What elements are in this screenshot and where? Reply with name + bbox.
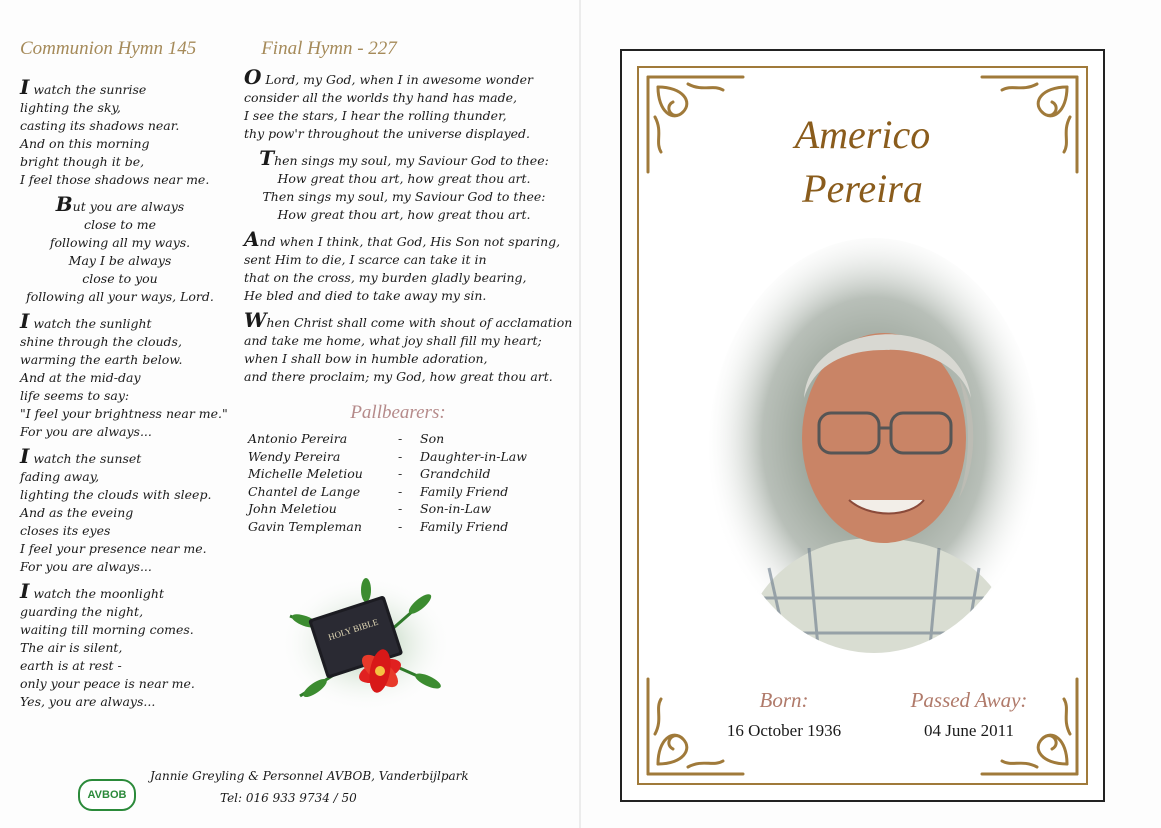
pallbearers-list — [248, 430, 548, 535]
final-hymn-verses — [244, 65, 573, 386]
verse-line: I watch the moonlight — [20, 579, 165, 603]
stanza — [20, 309, 228, 441]
verse-line: bright though it be, — [20, 154, 145, 169]
pallbearer-role: Son-in-Law — [420, 501, 492, 516]
verse-line: The air is silent, — [20, 640, 123, 655]
verse-line: O Lord, my God, when I in awesome wonder — [244, 65, 533, 89]
verse-line: May I be always — [68, 253, 172, 268]
verse-line: thy pow'r throughout the universe displayed. — [244, 126, 531, 141]
verse-line: I watch the sunset — [20, 444, 142, 468]
verse-line: How great thou art, how great thou art. — [277, 207, 531, 222]
verse-line: guarding the night, — [20, 604, 144, 619]
verse-line: consider all the worlds thy hand has made, — [244, 90, 517, 105]
verse-line: and there proclaim; my God, how great thou art. — [244, 369, 553, 384]
verse-line: For you are always... — [20, 559, 152, 574]
pallbearer-name: Chantel de Lange — [248, 483, 361, 499]
pallbearer-name: Wendy Pereira — [248, 448, 341, 464]
communion-hymn-verses — [20, 75, 228, 711]
verse-line: Yes, you are always... — [20, 694, 156, 709]
pallbearer-name: John Meletiou — [248, 501, 337, 516]
verse-line: And as the eveing — [20, 505, 134, 520]
stanza — [20, 75, 220, 189]
verse-line: lighting the clouds with sleep. — [20, 487, 212, 502]
verse-line: I watch the sunrise — [20, 75, 147, 99]
center-fold — [579, 0, 581, 828]
verse-line: life seems to say: — [20, 388, 130, 403]
verse-line: shine through the clouds, — [20, 334, 182, 349]
verse-line: I watch the sunlight — [20, 309, 152, 333]
bible-cover-text: HOLY BIBLE — [326, 616, 380, 643]
verse-line: I feel those shadows near me. — [20, 172, 210, 187]
pallbearer-dash: - — [398, 501, 403, 516]
verse-line: Then sings my soul, my Saviour God to thee: — [262, 189, 546, 204]
verse-line: For you are always... — [20, 424, 152, 439]
verse-line: closes its eyes — [20, 523, 111, 538]
funeral-home-phone: Tel: 016 933 9734 / 50 — [220, 791, 357, 805]
verse-line: I feel your presence near me. — [20, 541, 207, 556]
verse-line: Then sings my soul, my Saviour God to thee: — [259, 146, 549, 170]
stanza — [244, 65, 564, 143]
stanza — [20, 579, 220, 711]
cover-gold-border — [637, 66, 1088, 785]
pallbearer-role: Family Friend — [420, 483, 509, 499]
verse-line: And when I think, that God, His Son not sparing, — [244, 227, 561, 251]
pallbearer-role: Family Friend — [420, 518, 509, 534]
pallbearer-row — [248, 430, 548, 448]
verse-line: only your peace is near me. — [20, 676, 195, 691]
stanza — [20, 192, 220, 306]
verse-line: fading away, — [20, 469, 100, 484]
verse-line: casting its shadows near. — [20, 118, 180, 133]
pallbearers-section — [248, 402, 548, 535]
pallbearer-role: Grandchild — [420, 466, 491, 481]
stanza — [244, 146, 564, 224]
pallbearer-row — [248, 465, 548, 483]
pallbearer-name: Michelle Meletiou — [248, 466, 363, 481]
verse-line: close to you — [82, 271, 158, 286]
born-block — [709, 688, 859, 741]
verse-line: He bled and died to take away my sin. — [244, 288, 487, 303]
deceased-name — [639, 108, 1086, 216]
verse-line: earth is at rest - — [20, 658, 122, 673]
portrait-photo — [709, 238, 1039, 658]
verse-line: sent Him to die, I scarce can take it in — [244, 252, 487, 267]
pallbearer-dash: - — [398, 518, 403, 534]
pallbearer-name: Gavin Templeman — [248, 518, 362, 534]
stanza — [244, 227, 564, 305]
pallbearer-row — [248, 483, 548, 501]
verse-line: And at the mid-day — [20, 370, 141, 385]
verse-line: lighting the sky, — [20, 100, 121, 115]
final-hymn — [244, 38, 573, 392]
stanza — [20, 444, 220, 576]
pallbearer-row — [248, 448, 548, 466]
verse-line: following all my ways. — [49, 235, 191, 250]
pallbearer-dash: - — [398, 483, 403, 499]
verse-line: that on the cross, my burden gladly bearing, — [244, 270, 527, 285]
verse-line: waiting till morning comes. — [20, 622, 194, 637]
verse-line: "I feel your brightness near me." — [20, 406, 228, 421]
avbob-logo: AVBOB — [78, 779, 136, 811]
pallbearer-row — [248, 500, 548, 518]
verse-line: When Christ shall come with shout of acclamation — [244, 308, 573, 332]
final-hymn-title: Final Hymn - 227 — [261, 38, 397, 59]
passed-date: 04 June 2011 — [923, 721, 1015, 740]
verse-line: But you are always — [55, 192, 185, 216]
verse-line: following all your ways, Lord. — [26, 289, 214, 304]
verse-line: close to me — [83, 217, 157, 232]
first-name: Americo — [794, 112, 931, 157]
verse-line: warming the earth below. — [20, 352, 183, 367]
bible-flower-image — [280, 576, 452, 712]
pallbearer-dash: - — [398, 431, 403, 446]
passed-label: Passed Away: — [910, 688, 1028, 712]
funeral-home-name: Jannie Greyling & Personnel AVBOB, Vanderbijlpark — [150, 769, 469, 783]
verse-line: I see the stars, I hear the rolling thunder, — [244, 108, 507, 123]
verse-line: How great thou art, how great thou art. — [277, 171, 531, 186]
pallbearer-dash: - — [398, 466, 403, 481]
born-date: 16 October 1936 — [726, 721, 842, 740]
verse-line: and take me home, what joy shall fill my heart; — [244, 333, 542, 348]
pallbearer-role: Daughter-in-Law — [420, 448, 527, 464]
verse-line: And on this morning — [20, 136, 150, 151]
pallbearer-name: Antonio Pereira — [248, 431, 348, 446]
verse-line: when I shall bow in humble adoration, — [244, 351, 488, 366]
cover-panel — [620, 49, 1105, 802]
pallbearer-role: Son — [420, 431, 445, 446]
passed-block — [889, 688, 1049, 741]
pallbearers-title: Pallbearers: — [350, 402, 446, 423]
communion-hymn — [20, 38, 228, 717]
last-name: Pereira — [802, 166, 923, 211]
born-label: Born: — [759, 688, 809, 712]
pallbearer-dash: - — [398, 448, 403, 464]
pallbearer-row — [248, 518, 548, 536]
communion-hymn-title: Communion Hymn 145 — [20, 38, 197, 59]
stanza — [244, 308, 573, 386]
